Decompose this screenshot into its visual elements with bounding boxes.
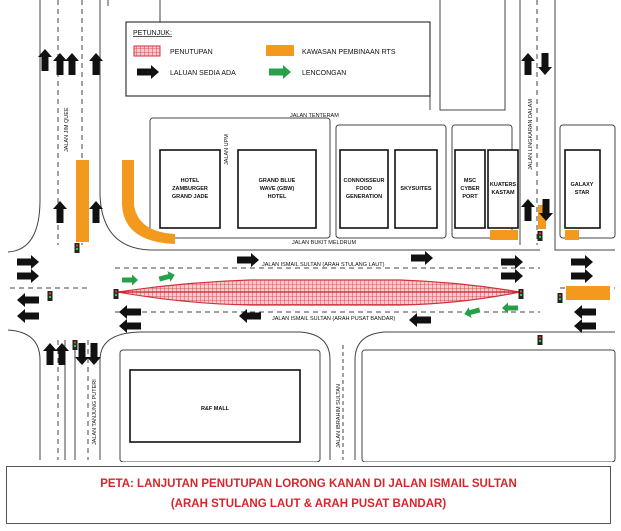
legend — [126, 22, 430, 96]
rts-zone-galaxy — [565, 230, 579, 240]
caption-line-1: PETA: LANJUTAN PENUTUPAN LORONG KANAN DI JALAN ISMAIL SULTAN — [100, 478, 517, 490]
road-label-bukit-meldrum: JALAN BUKIT MELDRUM — [292, 240, 357, 246]
label-msc: MSC CYBER PORT — [460, 178, 480, 200]
road-label-ibrahim-sultan: JALAN IBRAHIM SULTAN — [336, 384, 342, 448]
legend-heading: PETUNJUK: — [133, 30, 172, 37]
road-label-upm: JALAN UPM — [224, 134, 230, 165]
rts-zone-jim-quee — [76, 160, 89, 242]
rts-zone-msc — [490, 230, 518, 240]
legend-closure-swatch — [134, 46, 160, 56]
label-connoisseur: CONNOISSEUR FOOD GENERATION — [343, 178, 385, 200]
rts-zone-east — [566, 286, 610, 300]
legend-existing-label: LALUAN SEDIA ADA — [170, 70, 236, 77]
building-kuarters — [488, 150, 518, 228]
road-label-tenteram: JALAN TENTERAM — [290, 113, 339, 119]
caption-box — [6, 466, 611, 524]
road-label-ismail-top: JALAN ISMAIL SULTAN (ARAH STULANG LAUT) — [262, 262, 385, 268]
building-galaxy — [565, 150, 600, 228]
road-label-jim-quee: JALAN JIM QUEE — [64, 107, 70, 152]
label-kuarters: KUATERS KASTAM — [489, 182, 517, 196]
road-label-tanjung-puteri: JALAN TANJUNG PUTERI — [92, 379, 98, 445]
legend-rts-label: KAWASAN PEMBINAAN RTS — [302, 49, 396, 56]
label-skysuites: SKYSUITES — [400, 186, 432, 192]
road-label-ismail-bottom: JALAN ISMAIL SULTAN (ARAH PUSAT BANDAR) — [272, 316, 396, 322]
block-bottom-right — [362, 350, 615, 462]
road-label-lingkaran: JALAN LINGKARAN DALAM — [528, 99, 534, 170]
label-galaxy: GALAXY STAR — [570, 182, 594, 196]
label-gbw: GRAND BLUE WAVE (GBW) HOTEL — [258, 178, 296, 200]
legend-detour-label: LENCONGAN — [302, 70, 347, 77]
legend-closure-label: PENUTUPAN — [170, 49, 213, 56]
block-outline-top — [440, 0, 505, 110]
label-rf-mall: R&F MALL — [200, 406, 230, 412]
label-zamburger: HOTEL ZAMBURGER GRAND JADE — [171, 178, 209, 200]
legend-rts-swatch — [266, 45, 294, 56]
caption-line-2: (ARAH STULANG LAUT & ARAH PUSAT BANDAR) — [170, 498, 447, 510]
